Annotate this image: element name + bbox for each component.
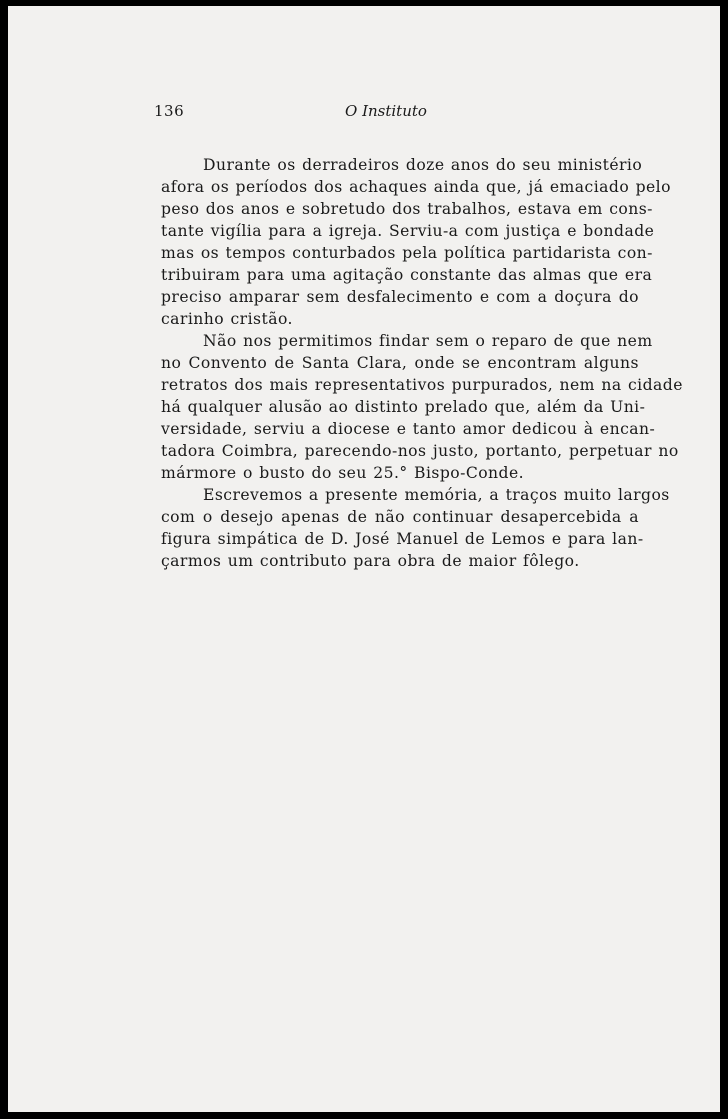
text-line: figura simpática de D. José Manuel de Lemos e para lan- [161, 530, 644, 548]
text-line: preciso amparar sem desfalecimento e com a doçura do [161, 288, 639, 306]
paragraph-1 [161, 154, 671, 330]
body-text [161, 154, 683, 572]
text-line: mármore o busto do seu 25.° Bispo-Conde. [161, 464, 525, 482]
text-line: tante vigília para a igreja. Serviu-a com justiça e bondade [161, 222, 655, 240]
text-line: peso dos anos e sobretudo dos trabalhos, estava em cons- [161, 200, 653, 218]
text-line: no Convento de Santa Clara, onde se encontram alguns [161, 354, 639, 372]
paragraph-3 [161, 484, 670, 572]
paragraph-2 [161, 330, 683, 484]
text-line: çarmos um contributo para obra de maior fôlego. [161, 552, 580, 570]
text-line: afora os períodos dos achaques ainda que, já emaciado pelo [161, 178, 671, 196]
book-page [8, 6, 720, 1112]
text-line: carinho cristão. [161, 310, 293, 328]
page-header [8, 102, 720, 126]
text-line: Não nos permitimos findar sem o reparo de que nem [203, 332, 653, 350]
text-line: tadora Coimbra, parecendo-nos justo, portanto, perpetuar no [161, 442, 679, 460]
text-line: retratos dos mais representativos purpurados, nem na cidade [161, 376, 683, 394]
text-line: versidade, serviu a diocese e tanto amor dedicou à encan- [161, 420, 656, 438]
text-line: há qualquer alusão ao distinto prelado que, além da Uni- [161, 398, 646, 416]
text-line: mas os tempos conturbados pela política partidarista con- [161, 244, 653, 262]
text-line: Durante os derradeiros doze anos do seu ministério [203, 156, 643, 174]
text-line: tribuiram para uma agitação constante das almas que era [161, 266, 653, 284]
text-line: com o desejo apenas de não continuar desapercebida a [161, 508, 639, 526]
page-number: 136 [154, 102, 185, 120]
text-line: Escrevemos a presente memória, a traços muito largos [203, 486, 670, 504]
running-title: O Instituto [345, 102, 427, 120]
